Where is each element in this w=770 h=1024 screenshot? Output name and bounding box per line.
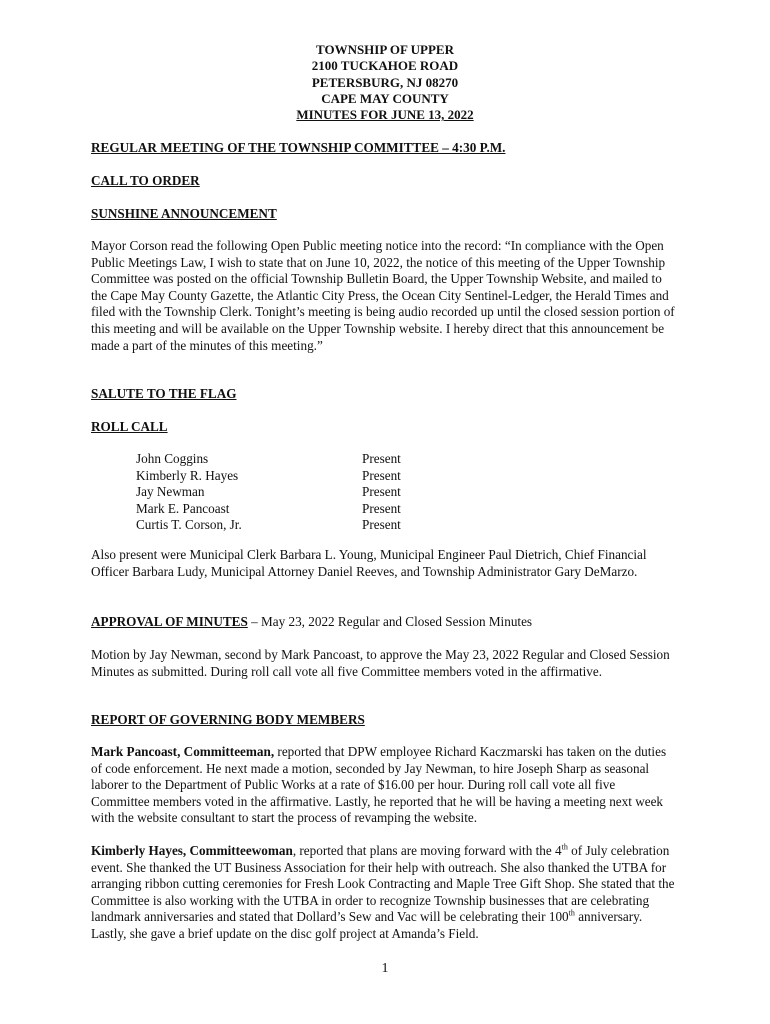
hayes-text-3: anniversary. Lastly, she gave a brief update on the disc golf project at Amanda’s Field.	[91, 909, 643, 941]
hayes-text-2: of July celebration event. She thanked the UT Business Association for their help with outreach. She also thanked the UTBA for arranging ribbon cutting ceremonies for Fresh Look Contracting and Maple Tree Gift Shop. She stated that the Committee is also working with the UTBA in order to recognize Township businesses that are celebrating landmark anniversaries and stated that Dollard’s Sew and Vac will be celebrating their 100	[91, 843, 675, 925]
document-header	[0, 42, 770, 123]
hayes-sup-2: th	[568, 908, 575, 918]
heading-salute: SALUTE TO THE FLAG	[91, 386, 237, 401]
hayes-name: Kimberly Hayes, Committeewoman	[91, 843, 293, 858]
roll-name: John Coggins	[136, 451, 209, 466]
header-line-2: 2100 TUCKAHOE ROAD	[311, 58, 459, 74]
heading-roll-call: ROLL CALL	[91, 419, 168, 434]
hayes-sup-1: th	[561, 842, 568, 852]
also-present-paragraph: Also present were Municipal Clerk Barbara L. Young, Municipal Engineer Paul Dietrich, Chief Financial Officer Barbara Ludy, Municipal Attorney Daniel Reeves, and Township Administrator Gary DeMarzo.	[91, 547, 647, 579]
roll-status: Present	[362, 467, 401, 483]
pancoast-name: Mark Pancoast, Committeeman,	[91, 744, 275, 759]
approval-detail: – May 23, 2022 Regular and Closed Session Minutes	[247, 614, 533, 629]
roll-name: Curtis T. Corson, Jr.	[136, 517, 242, 532]
roll-row	[136, 451, 466, 468]
header-line-4: CAPE MAY COUNTY	[321, 90, 449, 106]
hayes-text-1: , reported that plans are moving forward with the 4	[292, 843, 562, 858]
roll-status: Present	[362, 451, 401, 466]
roll-row	[136, 501, 466, 518]
roll-name: Jay Newman	[136, 484, 205, 499]
pancoast-paragraph	[91, 744, 676, 827]
page-number: 1	[381, 961, 389, 976]
roll-status: Present	[362, 484, 401, 499]
header-line-3: PETERSBURG, NJ 08270	[311, 74, 459, 90]
header-line-1: TOWNSHIP OF UPPER	[316, 42, 454, 57]
heading-report: REPORT OF GOVERNING BODY MEMBERS	[91, 712, 365, 727]
roll-row	[136, 484, 466, 501]
roll-name: Kimberly R. Hayes	[136, 467, 239, 483]
approval-line	[91, 614, 676, 631]
pancoast-text: reported that DPW employee Richard Kaczmarski has taken on the duties of code enforcement. He next made a motion, seconded by Jay Newman, to hire Joseph Sharp as seasonal laborer to the Department of Public Works at a rate of $16.00 per hour. During roll call vote all five Committee members voted in the affirmative. Lastly, he reported that he will be having a meeting next week with the website consultant to start the process of revamping the website.	[91, 744, 667, 826]
heading-approval: APPROVAL OF MINUTES	[91, 614, 248, 629]
roll-status: Present	[362, 517, 401, 532]
roll-name: Mark E. Pancoast	[136, 500, 230, 516]
header-line-5: MINUTES FOR JUNE 13, 2022	[296, 107, 474, 123]
heading-call-to-order: CALL TO ORDER	[91, 173, 200, 188]
roll-row	[136, 468, 466, 485]
heading-regular-meeting: REGULAR MEETING OF THE TOWNSHIP COMMITTEE – 4:30 P.M.	[91, 140, 506, 155]
motion-paragraph: Motion by Jay Newman, second by Mark Pancoast, to approve the May 23, 2022 Regular and Closed Session Minutes as submitted. During roll call vote all five Committee members voted in the affirmative.	[91, 647, 670, 679]
roll-call-list	[136, 451, 466, 534]
hayes-paragraph	[91, 843, 676, 943]
roll-row	[136, 517, 466, 534]
heading-sunshine: SUNSHINE ANNOUNCEMENT	[91, 206, 277, 221]
sunshine-paragraph: Mayor Corson read the following Open Public meeting notice into the record: “In compliance with the Open Public Meetings Law, I wish to state that on June 10, 2022, the notice of this meeting of the Upper Township Committee was posted on the official Township Bulletin Board, the Upper Township Website, and mailed to the Cape May County Gazette, the Atlantic City Press, the Ocean City Sentinel-Ledger, the Herald Times and filed with the Township Clerk. Tonight’s meeting is being audio recorded up until the closed session portion of this meeting and will be available on the Upper Township website. I hereby direct that this announcement be made a part of the minutes of this meeting.”	[91, 238, 675, 353]
roll-status: Present	[362, 500, 401, 516]
